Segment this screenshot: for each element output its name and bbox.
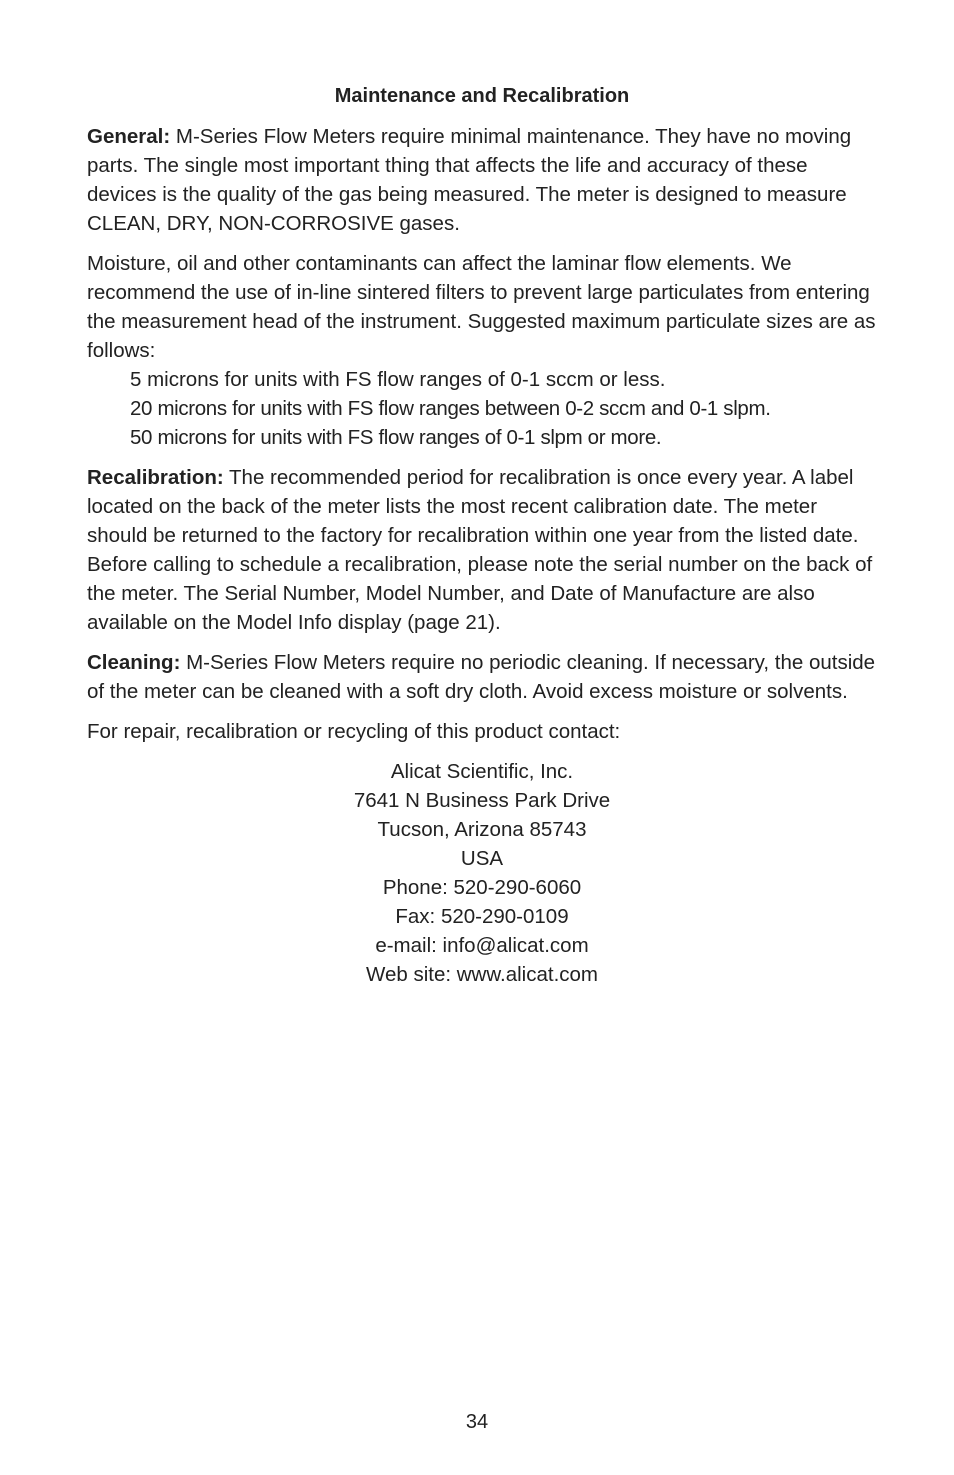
street-address: 7641 N Business Park Drive [353, 789, 611, 812]
recalibration-text: The recommended period for recalibration is once every year. A label located on the back of the meter lists the most recent calibration date. The meter should be returned to the factory for recalibration within one year from the listed date. Before calling to schedule a recalibration, please note the serial number on the back of the meter. The Serial Number, Model Number, and Date of Manufacture are also available on the Model Info display (page 21). [87, 466, 873, 634]
general-label: General: [87, 125, 171, 148]
cleaning-paragraph [87, 648, 877, 706]
phone: Phone: 520-290-6060 [382, 876, 582, 899]
moisture-paragraph: Moisture, oil and other contaminants can affect the laminar flow elements. We recommend the use of in-line sintered filters to prevent large particulates from entering the measurement head of the instrument. Suggested maximum particulate sizes are as follows: [87, 252, 876, 362]
general-paragraph [87, 122, 877, 238]
fax: Fax: 520-290-0109 [395, 905, 569, 928]
page-number: 34 [465, 1411, 489, 1433]
contact-intro: For repair, recalibration or recycling of this product contact: [87, 720, 621, 743]
list-item: 50 microns for units with FS flow ranges of 0-1 slpm or more. [130, 426, 662, 449]
recalibration-paragraph [87, 463, 877, 637]
section-title: Maintenance and Recalibration [334, 85, 630, 107]
list-item: 5 microns for units with FS flow ranges of 0-1 sccm or less. [130, 368, 666, 391]
contact-address [87, 757, 877, 989]
country: USA [460, 847, 504, 870]
particulate-size-list [130, 365, 877, 452]
cleaning-text: M-Series Flow Meters require no periodic cleaning. If necessary, the outside of the meter can be cleaned with a soft dry cloth. Avoid excess moisture or solvents. [87, 651, 876, 703]
company-name: Alicat Scientific, Inc. [390, 760, 574, 783]
general-text: M-Series Flow Meters require minimal maintenance. They have no moving parts. The single most important thing that affects the life and accuracy of these devices is the quality of the gas being measured. The meter is designed to measure CLEAN, DRY, NON-CORROSIVE gases. [87, 125, 852, 235]
recalibration-label: Recalibration: [87, 466, 224, 489]
list-item: 20 microns for units with FS flow ranges between 0-2 sccm and 0-1 slpm. [130, 397, 771, 420]
website: Web site: www.alicat.com [365, 963, 599, 986]
email: e-mail: info@alicat.com [375, 934, 589, 957]
cleaning-label: Cleaning: [87, 651, 181, 674]
document-page [87, 82, 877, 989]
city-state-zip: Tucson, Arizona 85743 [377, 818, 587, 841]
